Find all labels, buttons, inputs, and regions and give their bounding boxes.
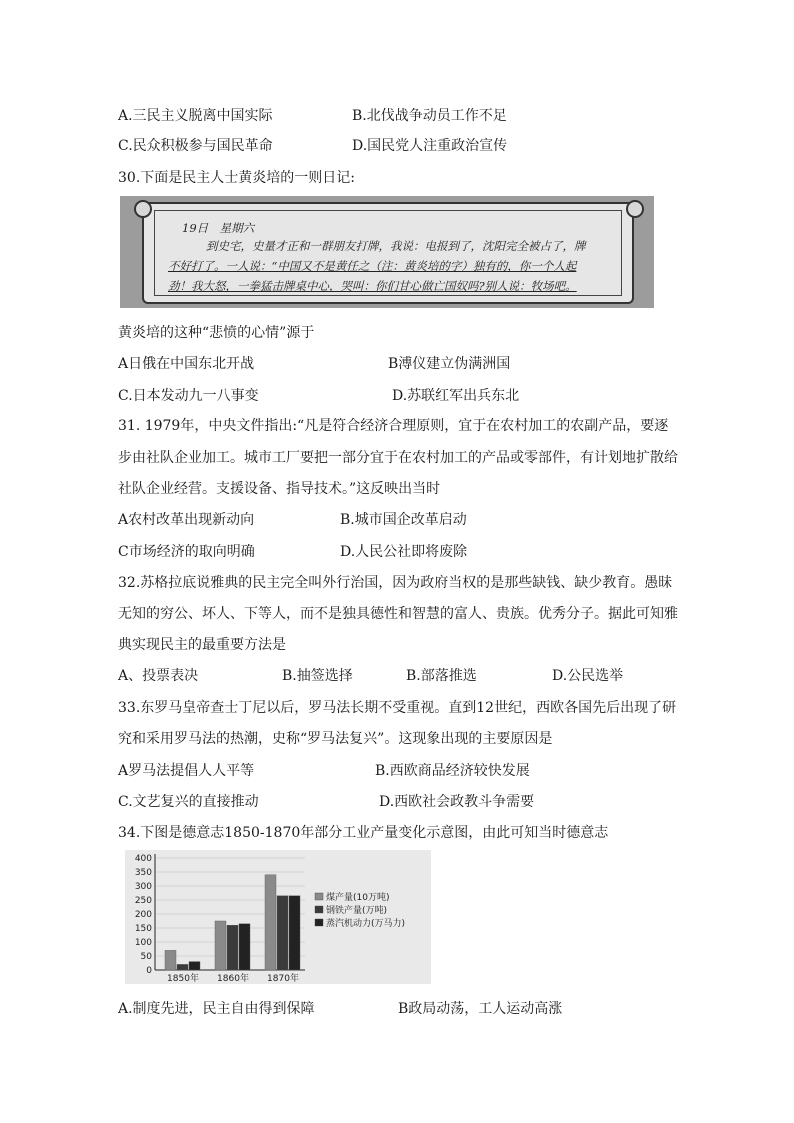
- q31-option-c: C市场经济的取向明确: [118, 544, 255, 560]
- bar-1: [265, 875, 276, 970]
- q31-option-d: D.人民公社即将废除: [340, 544, 468, 560]
- bar-3: [289, 896, 300, 970]
- q31-option-b: B.城市国企改革启动: [340, 512, 467, 528]
- q32-option-c: B.部落推选: [406, 668, 477, 684]
- q30-option-b: B溥仪建立伪满洲国: [388, 356, 511, 372]
- q30-stem: 30.下面是民主人士黄炎培的一则日记:: [118, 170, 355, 186]
- q32-option-d: D.公民选举: [552, 668, 624, 684]
- industrial-output-chart: [125, 850, 431, 984]
- q32-line-3: 典实现民主的最重要方法是: [118, 637, 286, 653]
- y-tick-label: 50: [140, 952, 152, 962]
- y-tick-label: 200: [134, 910, 152, 920]
- q31-line-1: 31. 1979年，中央文件指出:“凡是符合经济合理原则，宜于在农村加工的农副产品，要逐: [118, 418, 669, 434]
- q31-line-2: 步由社队企业加工。城市工厂要把一部分宜于在农村加工的产品或零部件，有计划地扩散给: [118, 450, 678, 466]
- diary-line-3: 劲！我大怒，一拳猛击牌桌中心，哭叫：你们甘心做亡国奴吗?别人说：牧场吧。: [168, 279, 577, 293]
- q34-option-a: A.制度先进，民主自由得到保障: [118, 1001, 315, 1017]
- y-tick-label: 300: [134, 882, 152, 892]
- q33-line-2: 究和采用罗马法的热潮，史称“罗马法复兴”。这现象出现的主要原因是: [118, 731, 553, 747]
- q30-option-c: C.日本发动九一八事变: [118, 388, 259, 404]
- q33-option-b: B.西欧商品经济较快发展: [375, 763, 530, 779]
- q32-line-2: 无知的穷公、坏人、下等人，而不是独具德性和智慧的富人、贵族。优秀分子。据此可知雅: [118, 606, 678, 622]
- q34-option-b: B政局动荡，工人运动高涨: [398, 1001, 563, 1017]
- q33-option-c: C.文艺复兴的直接推动: [118, 794, 259, 810]
- q32-option-b: B.抽签选择: [282, 668, 353, 684]
- bar-2: [277, 896, 288, 970]
- y-tick-label: 0: [146, 966, 152, 976]
- diary-line-1: 到史宅，史量才正和一群朋友打牌，我说：电报到了，沈阳完全被占了，牌: [206, 239, 586, 253]
- bar-2: [227, 925, 238, 970]
- y-tick-label: 150: [134, 924, 152, 934]
- diary-image: [120, 196, 654, 308]
- q29-option-a: A.三民主义脱离中国实际: [118, 108, 273, 124]
- legend-swatch: [315, 906, 323, 913]
- y-tick-label: 400: [134, 854, 152, 864]
- bar-2: [177, 964, 188, 970]
- q31-option-a: A农村改革出现新动向: [118, 512, 255, 528]
- q33-option-d: D.西欧社会政教斗争需要: [379, 794, 535, 810]
- q34-stem: 34.下图是德意志1850-1870年部分工业产量变化示意图，由此可知当时德意志: [118, 825, 609, 841]
- q30-option-a: A日俄在中国东北开战: [118, 356, 255, 372]
- q33-option-a: A罗马法提倡人人平等: [118, 763, 255, 779]
- q29-option-b: B.北伐战争动员工作不足: [352, 108, 507, 124]
- legend-label: 蒸汽机动力(万马力): [326, 919, 406, 929]
- diary-date: 19日 星期六: [182, 221, 255, 235]
- bar-1: [215, 921, 226, 970]
- y-tick-label: 100: [134, 938, 152, 948]
- bar-1: [165, 950, 176, 970]
- legend-label: 钢铁产量(万吨): [326, 906, 388, 916]
- q31-line-3: 社队企业经营。支援设备、指导技术。”这反映出当时: [118, 481, 441, 497]
- x-tick-label: 1860年: [217, 974, 249, 984]
- bar-3: [189, 962, 200, 970]
- y-tick-label: 250: [134, 896, 152, 906]
- chart-svg: [125, 850, 431, 984]
- legend-label: 煤产量(10万吨): [326, 893, 390, 903]
- x-tick-label: 1870年: [267, 974, 299, 984]
- q32-option-a: A、投票表决: [118, 668, 199, 684]
- q30-question: 黄炎培的这种“悲愤的心情”源于: [118, 325, 315, 341]
- q33-line-1: 33.东罗马皇帝查士丁尼以后，罗马法长期不受重视。直到12世纪，西欧各国先后出现了研: [118, 700, 677, 716]
- y-tick-label: 350: [134, 868, 152, 878]
- q32-line-1: 32.苏格拉底说雅典的民主完全叫外行治国，因为政府当权的是那些缺钱、缺少教育。愚昧: [118, 575, 673, 591]
- q29-option-d: D.国民党人注重政治宣传: [352, 138, 508, 154]
- scroll-curl-icon: [626, 200, 644, 218]
- bar-3: [239, 924, 250, 970]
- q29-option-c: C.民众积极参与国民革命: [118, 138, 273, 154]
- q30-option-d: D.苏联红军出兵东北: [392, 388, 520, 404]
- diary-line-2: 不好打了。一人说：“中国又不是黄任之（注：黄炎培的字）独有的，你一个人起: [168, 259, 577, 273]
- x-tick-label: 1850年: [167, 974, 199, 984]
- scroll-curl-icon: [134, 200, 152, 218]
- legend-swatch: [315, 893, 323, 900]
- legend-swatch: [315, 919, 323, 926]
